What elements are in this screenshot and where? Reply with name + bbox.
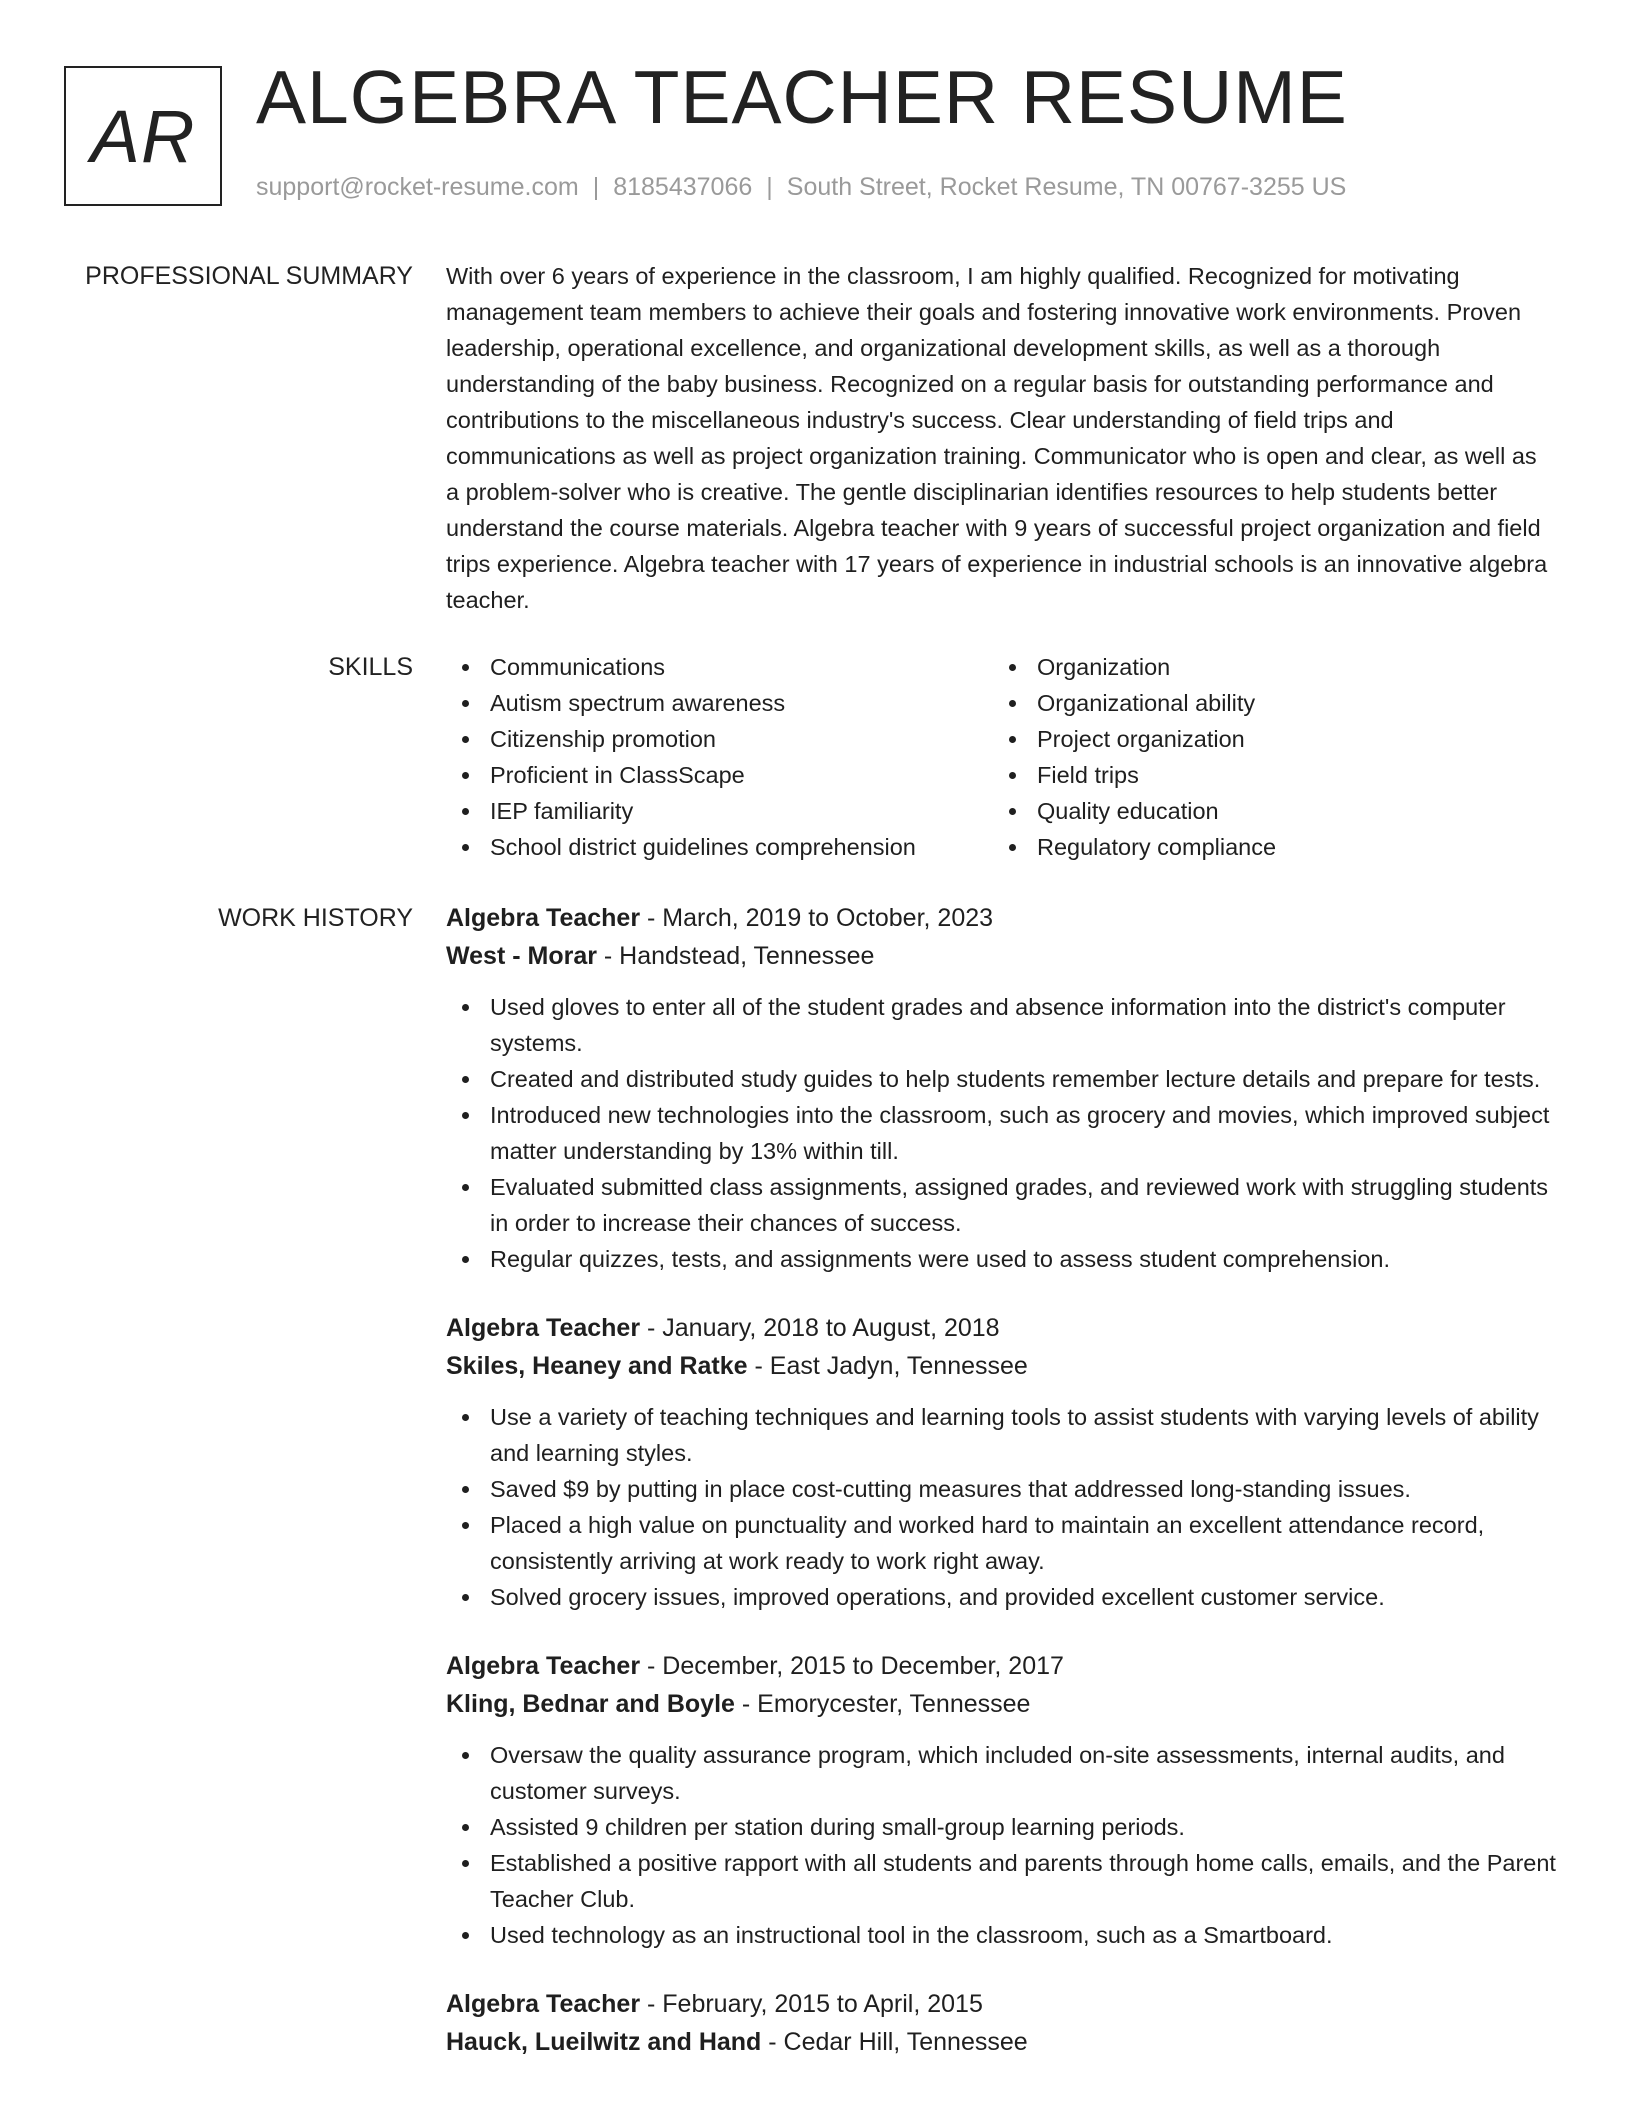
contact-address: South Street, Rocket Resume, TN 00767-3255 US	[786, 173, 1347, 201]
skill-item: Citizenship promotion	[446, 721, 993, 757]
skills-body	[446, 649, 1556, 865]
job-bullet-list	[446, 1399, 1556, 1615]
job-dates: - March, 2019 to October, 2023	[640, 904, 994, 932]
job-bullet: Used gloves to enter all of the student grades and absence information into the district's computer systems.	[446, 989, 1556, 1061]
contact-phone[interactable]: 8185437066	[613, 173, 753, 201]
skills-column-left	[446, 649, 993, 865]
job-location: - Emorycester, Tennessee	[734, 1690, 1031, 1718]
summary-body	[446, 258, 1556, 618]
job-bullet: Regular quizzes, tests, and assignments were used to assess student comprehension.	[446, 1241, 1556, 1277]
contact-separator: |	[766, 173, 773, 201]
skill-item: Field trips	[993, 757, 1540, 793]
job-bullet-list	[446, 1737, 1556, 1953]
work-history-heading: WORK HISTORY	[218, 904, 413, 932]
job-entry	[446, 1647, 1556, 1953]
contact-email[interactable]: support@rocket-resume.com	[256, 173, 579, 201]
job-company: West - Morar	[446, 942, 597, 970]
skill-item: Regulatory compliance	[993, 829, 1540, 865]
job-company: Kling, Bednar and Boyle	[446, 1690, 735, 1718]
page-title: ALGEBRA TEACHER RESUME	[256, 55, 1348, 139]
job-dates: - January, 2018 to August, 2018	[640, 1314, 1000, 1342]
monogram-logo: AR	[64, 66, 222, 206]
job-title: Algebra Teacher	[446, 1990, 641, 2018]
skill-item: Project organization	[993, 721, 1540, 757]
job-bullet-list	[446, 989, 1556, 1277]
job-bullet: Solved grocery issues, improved operations, and provided excellent customer service.	[446, 1579, 1556, 1615]
job-bullet: Assisted 9 children per station during small-group learning periods.	[446, 1809, 1556, 1845]
skill-item: IEP familiarity	[446, 793, 993, 829]
job-bullet: Saved $9 by putting in place cost-cutting measures that addressed long-standing issues.	[446, 1471, 1556, 1507]
job-title-line	[446, 1985, 1556, 2023]
job-bullet: Use a variety of teaching techniques and learning tools to assist students with varying levels of ability and learning styles.	[446, 1399, 1556, 1471]
job-title-line	[446, 899, 1556, 937]
job-title: Algebra Teacher	[446, 1652, 641, 1680]
skill-item: Autism spectrum awareness	[446, 685, 993, 721]
job-bullet: Placed a high value on punctuality and worked hard to maintain an excellent attendance record, consistently arriving at work ready to work right away.	[446, 1507, 1556, 1579]
job-company-line	[446, 937, 1556, 975]
job-bullet: Oversaw the quality assurance program, which included on-site assessments, internal audits, and customer surveys.	[446, 1737, 1556, 1809]
job-company: Hauck, Lueilwitz and Hand	[446, 2028, 762, 2056]
summary-heading: PROFESSIONAL SUMMARY	[85, 262, 413, 290]
job-bullet: Established a positive rapport with all students and parents through home calls, emails, and the Parent Teacher Club.	[446, 1845, 1556, 1917]
job-bullet: Introduced new technologies into the classroom, such as grocery and movies, which improved subject matter understanding by 13% within till.	[446, 1097, 1556, 1169]
job-title: Algebra Teacher	[446, 1314, 641, 1342]
job-dates: - February, 2015 to April, 2015	[640, 1990, 983, 2018]
job-bullet: Created and distributed study guides to help students remember lecture details and prepare for tests.	[446, 1061, 1556, 1097]
job-company-line	[446, 1685, 1556, 1723]
skill-item: Organizational ability	[993, 685, 1540, 721]
job-location: - Cedar Hill, Tennessee	[761, 2028, 1028, 2056]
job-entry	[446, 899, 1556, 1277]
skill-item: Communications	[446, 649, 993, 685]
job-bullet: Evaluated submitted class assignments, assigned grades, and reviewed work with struggling students in order to increase their chances of success.	[446, 1169, 1556, 1241]
skills-column-right	[993, 649, 1540, 865]
job-location: - East Jadyn, Tennessee	[747, 1352, 1028, 1380]
contact-line	[256, 173, 1346, 202]
job-title-line	[446, 1647, 1556, 1685]
job-company-line	[446, 2023, 1556, 2061]
job-entry	[446, 1309, 1556, 1615]
job-company-line	[446, 1347, 1556, 1385]
contact-separator: |	[592, 173, 600, 201]
job-dates: - December, 2015 to December, 2017	[640, 1652, 1064, 1680]
job-bullet: Used technology as an instructional tool in the classroom, such as a Smartboard.	[446, 1917, 1556, 1953]
job-company: Skiles, Heaney and Ratke	[446, 1352, 748, 1380]
skill-item: Quality education	[993, 793, 1540, 829]
job-title-line	[446, 1309, 1556, 1347]
skills-heading: SKILLS	[328, 653, 413, 681]
summary-text: With over 6 years of experience in the classroom, I am highly qualified. Recognized for motivating management team members to achieve their goals and fostering innovative work environments. Proven leadership, operational excellence, and organizational development skills, as well as a thorough understanding of the baby business. Recognized on a regular basis for outstanding performance and contributions to the miscellaneous industry's success. Clear understanding of field trips and communications as well as project organization training. Communicator who is open and clear, as well as a problem-solver who is creative. The gentle disciplinarian identifies resources to help students better understand the course materials. Algebra teacher with 9 years of successful project organization and field trips experience. Algebra teacher with 17 years of experience in industrial schools is an innovative algebra teacher.	[446, 263, 1548, 613]
skill-item: Proficient in ClassScape	[446, 757, 993, 793]
skill-item: Organization	[993, 649, 1540, 685]
work-history-body	[446, 899, 1556, 2093]
job-title: Algebra Teacher	[446, 904, 641, 932]
skills-grid	[446, 649, 1556, 865]
job-entry	[446, 1985, 1556, 2061]
skill-item: School district guidelines comprehension	[446, 829, 993, 865]
job-location: - Handstead, Tennessee	[596, 942, 875, 970]
